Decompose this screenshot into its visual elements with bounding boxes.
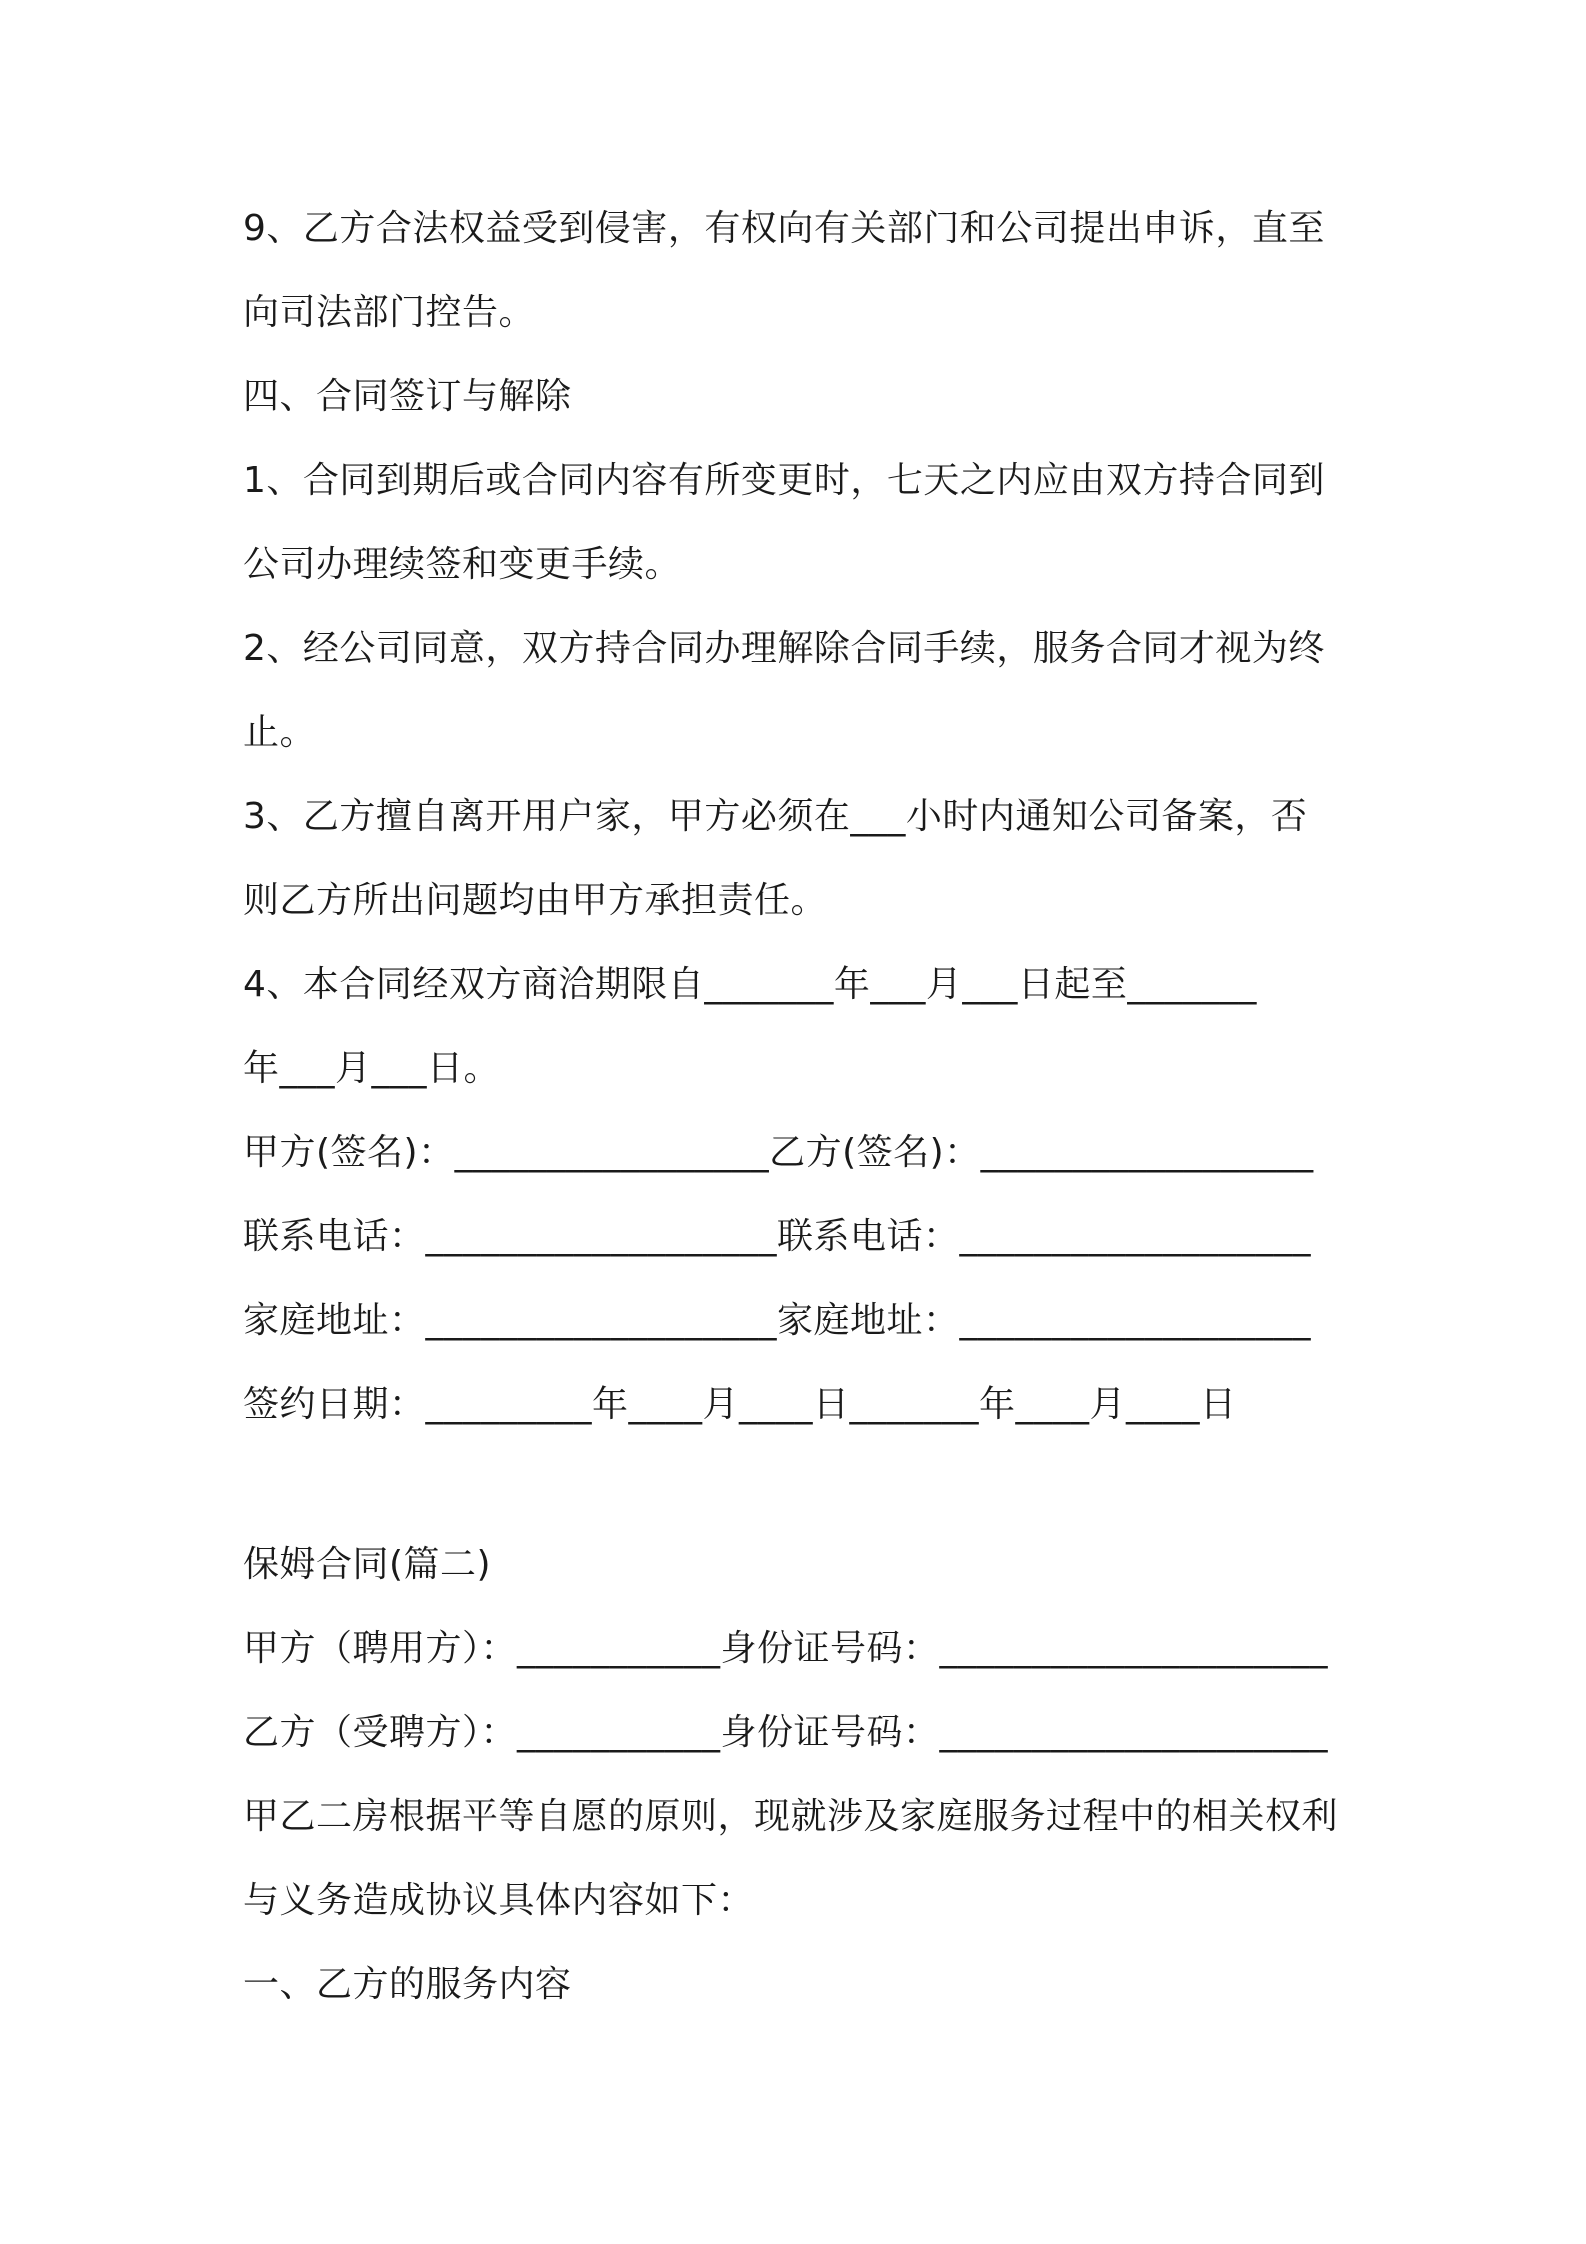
text-line: 与义务造成协议具体内容如下： [243, 1880, 755, 1921]
phone-line: 联系电话：___________________联系电话：___________________ [243, 1216, 1312, 1257]
contract-title: 保姆合同(篇二) [243, 1544, 492, 1585]
signature-line: 甲方(签名)：_________________乙方(签名)：__________________ [243, 1132, 1314, 1173]
signing-date-line: 签约日期：_________年____月____日_______年____月____日 [243, 1384, 1237, 1425]
text-line: 2、经公司同意，双方持合同办理解除合同手续，服务合同才视为终 [243, 628, 1325, 669]
section-heading: 一、乙方的服务内容 [243, 1964, 572, 2005]
text-line: 则乙方所出问题均由甲方承担责任。 [243, 880, 828, 921]
party-b-line: 乙方（受聘方）：___________身份证号码：_____________________ [243, 1712, 1329, 1753]
text-line: 3、乙方擅自离开用户家，甲方必须在___小时内通知公司备案，否 [243, 796, 1308, 837]
text-line: 向司法部门控告。 [243, 292, 536, 333]
text-line: 4、本合同经双方商洽期限自_______年___月___日起至_______ [243, 964, 1257, 1005]
address-line: 家庭地址：___________________家庭地址：___________________ [243, 1300, 1312, 1341]
text-line: 1、合同到期后或合同内容有所变更时，七天之内应由双方持合同到 [243, 460, 1325, 501]
section-heading: 四、合同签订与解除 [243, 376, 572, 417]
text-line: 年___月___日。 [243, 1048, 501, 1089]
text-line: 止。 [243, 712, 317, 753]
text-line: 9、乙方合法权益受到侵害，有权向有关部门和公司提出申诉，直至 [243, 208, 1325, 249]
party-a-line: 甲方（聘用方）：___________身份证号码：_____________________ [243, 1628, 1329, 1669]
text-line: 公司办理续签和变更手续。 [243, 544, 682, 585]
text-line: 甲乙二房根据平等自愿的原则，现就涉及家庭服务过程中的相关权利 [243, 1796, 1339, 1837]
